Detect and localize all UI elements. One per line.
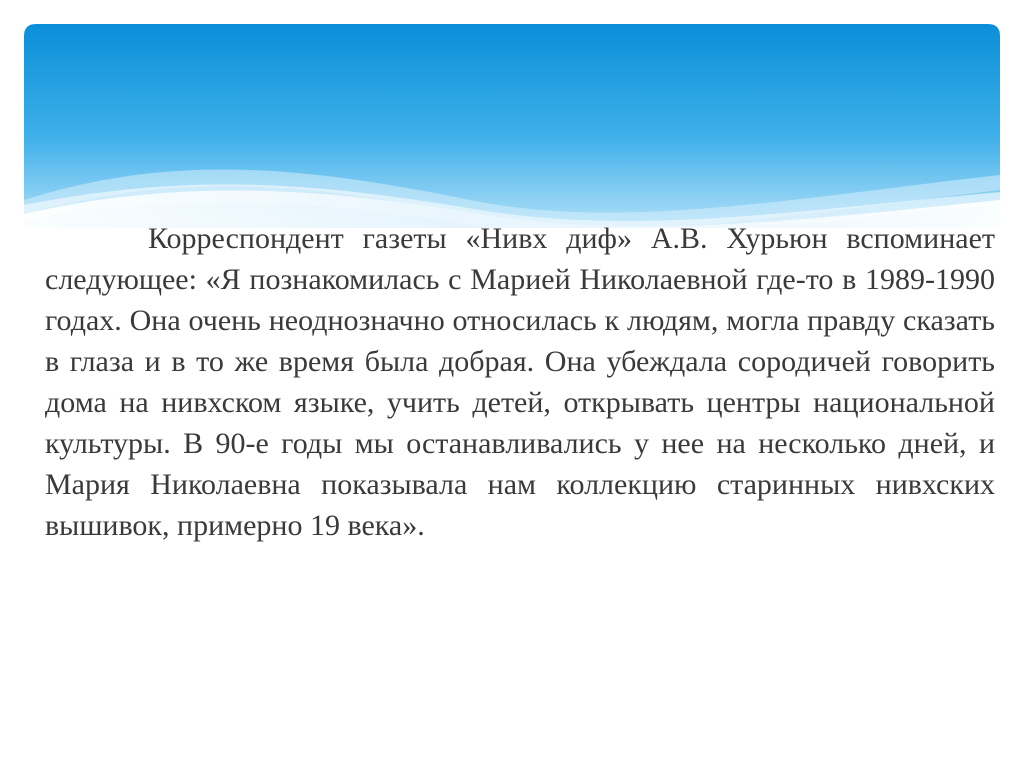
body-paragraph: Корреспондент газеты «Нивх диф» А.В. Хурьюн вспоминает следующее: «Я познакомилась с Марией Николаевной где-то в 1989-1990 годах. Она очень неоднозначно относилась к людям, могла правду сказать в глаза и в то же время была добрая. Она убеждала сородичей говорить дома на нивхском языке, учить детей, открывать центры национальной культуры. В 90-е годы мы останавливались у нее на несколько дней, и Мария Николаевна показывала нам коллекцию старинных нивхских вышивок, примерно 19 века».	[45, 222, 995, 542]
